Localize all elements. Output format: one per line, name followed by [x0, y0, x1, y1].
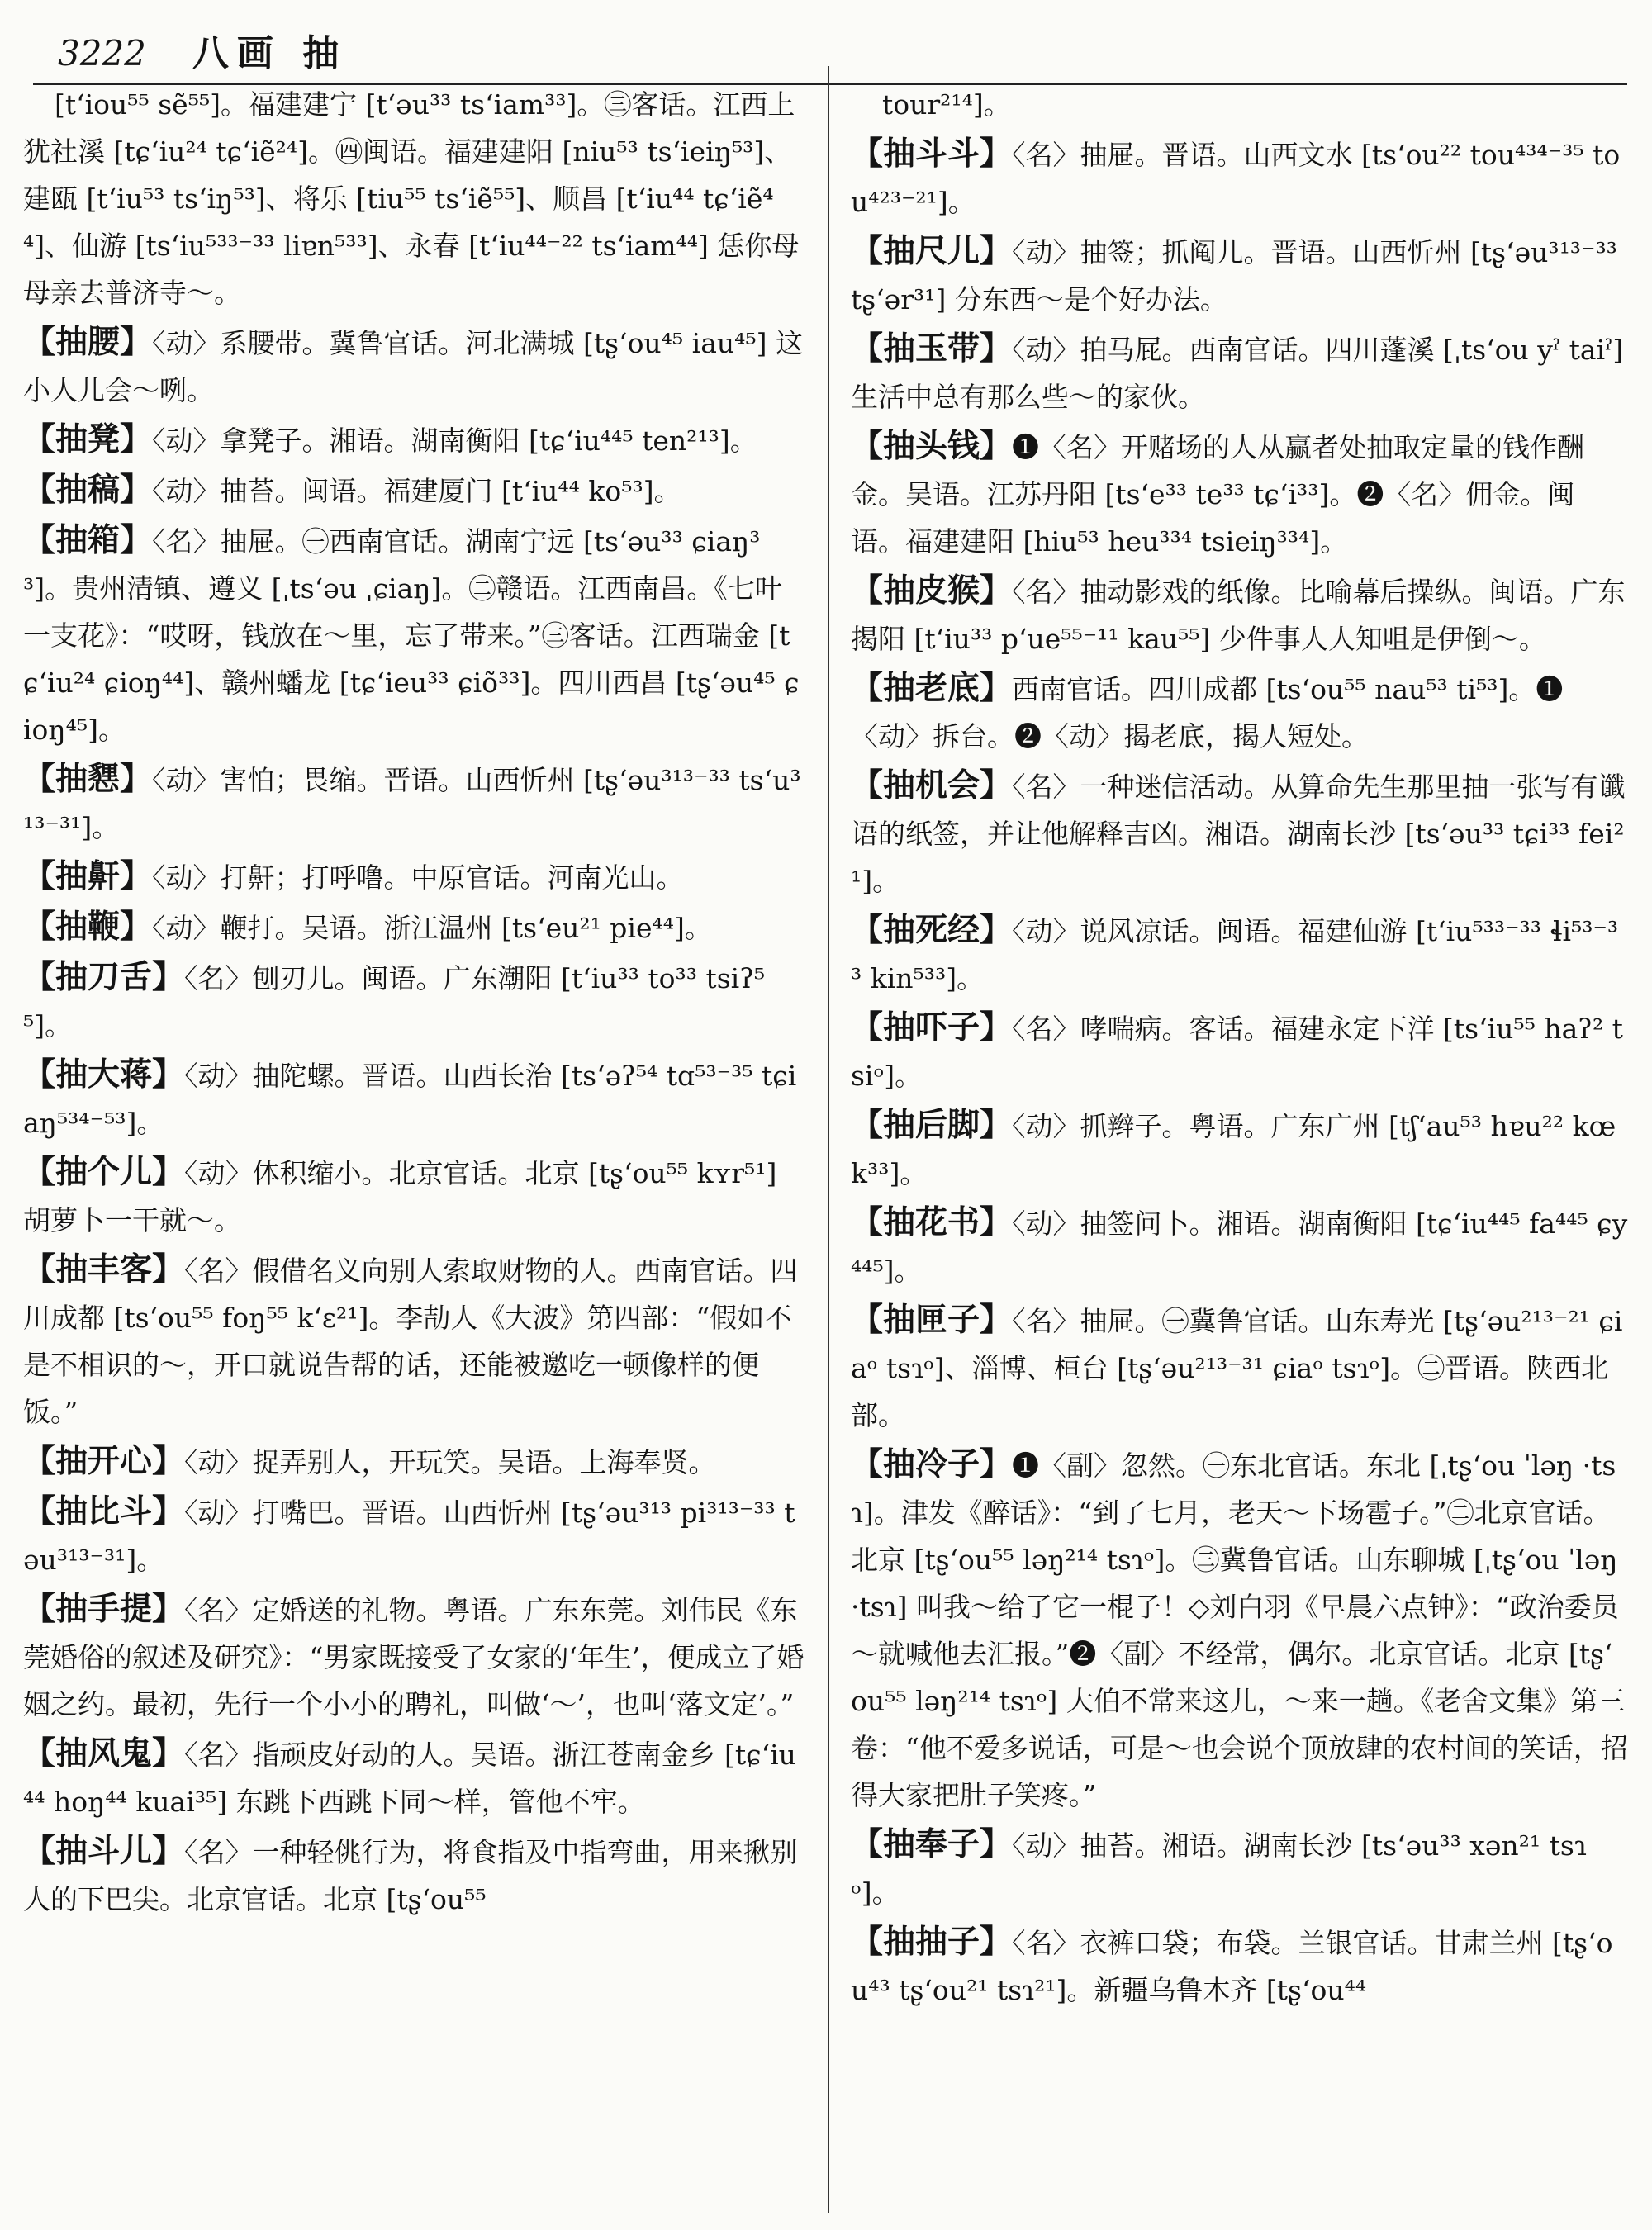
dictionary-entry: [23, 1246, 805, 1435]
entry-headword: 【抽手提】: [23, 1591, 185, 1628]
page-number: 3222: [58, 33, 146, 74]
entry-definition: 〈动〉系腰带。冀鲁官话。河北满城 [tʂʻou⁴⁵ iau⁴⁵] 这小人儿会～咧。: [23, 327, 803, 406]
entry-headword: 【抽老底】: [851, 670, 1013, 707]
entry-headword: 【抽比斗】: [23, 1493, 185, 1530]
entry-definition: 〈动〉体积缩小。北京官话。北京 [tʂʻou⁵⁵ kʏr⁵¹] 胡萝卜一干就～。: [23, 1157, 777, 1236]
dictionary-entry: [23, 517, 805, 753]
dictionary-entry: [851, 325, 1629, 420]
entry-definition: 〈动〉害怕；畏缩。晋语。山西忻州 [tʂʻəu³¹³⁻³³ tsʻu³¹³⁻³¹]。: [23, 764, 801, 843]
entry-headword: 【抽匣子】: [851, 1302, 1013, 1339]
entry-headword: 【抽玉带】: [851, 330, 1013, 368]
entry-definition: 〈动〉捉弄别人，开玩笑。吴语。上海奉贤。: [184, 1446, 716, 1478]
dictionary-entry: [851, 1821, 1629, 1916]
entry-headword: 【抽刀舌】: [23, 959, 185, 996]
entry-headword: 【抽鼾】: [23, 858, 153, 895]
left-column: [23, 81, 805, 1925]
entry-headword: 【抽冷子】: [851, 1446, 1013, 1483]
dictionary-entry: [23, 756, 805, 851]
entry-headword: 【抽后脚】: [851, 1107, 1013, 1144]
entry-definition: 〈名〉哮喘病。客话。福建永定下洋 [tsʻiu⁵⁵ haʔ² tsiᵒ]。: [851, 1013, 1623, 1092]
entry-headword: 【抽吓子】: [851, 1009, 1013, 1046]
entry-definition: 〈名〉衣裤口袋；布袋。兰银官话。甘肃兰州 [tʂʻou⁴³ tʂʻou²¹ tsɿ²¹]。新疆乌鲁木齐 [tʂʻou⁴⁴: [851, 1927, 1613, 2006]
entry-headword: 【抽凳】: [23, 421, 153, 458]
entry-definition: 〈动〉抓辫子。粤语。广东广州 [tʃʻau⁵³ hɐu²² kœk³³]。: [851, 1110, 1616, 1189]
entry-definition: 〈名〉抽屉。㊀冀鲁官话。山东寿光 [tʂʻəu²¹³⁻²¹ ɕiaᵒ tsɿᵒ]、淄博、桓台 [tʂʻəu²¹³⁻³¹ ɕiaᵒ tsɿᵒ]。㊁晋语。陕西北部。: [851, 1305, 1623, 1431]
dictionary-entry: [23, 954, 805, 1049]
entry-definition: 〈动〉打鼾；打呼噜。中原官话。河南光山。: [152, 861, 684, 894]
dictionary-entry: [23, 1730, 805, 1825]
entry-headword: 【抽头钱】: [851, 428, 1013, 465]
entry-definition: 〈动〉拿凳子。湘语。湖南衡阳 [tɕʻiu⁴⁴⁵ ten²¹³]。: [152, 425, 757, 457]
dictionary-entry: [23, 81, 805, 316]
entry-definition: 〈名〉抽动影戏的纸像。比喻幕后操纵。闽语。广东揭阳 [tʻiu³³ pʻue⁵⁵⁻¹¹ kau⁵⁵] 少件事人人知咀是伊倒～。: [851, 576, 1626, 655]
entry-definition: 〈动〉抽签；抓阄儿。晋语。山西忻州 [tʂʻəu³¹³⁻³³ tʂʻər³¹] 分东西～是个好办法。: [851, 236, 1617, 316]
entry-definition: 〈动〉抽苔。闽语。福建厦门 [tʻiu⁴⁴ ko⁵³]。: [152, 475, 681, 507]
entry-headword: 【抽开心】: [23, 1443, 185, 1480]
dictionary-entry: [851, 1199, 1629, 1294]
entry-definition: 〈名〉一种迷信活动。从算命先生那里抽一张写有谶语的纸签，并让他解释吉凶。湘语。湖南长沙 [tsʻəu³³ tɕi³³ fei²¹]。: [851, 771, 1626, 897]
dictionary-entry: [851, 81, 1629, 128]
dictionary-entry: [23, 1828, 805, 1923]
entry-headword: 【抽抽子】: [851, 1924, 1013, 1961]
dictionary-entry: [23, 904, 805, 951]
entry-headword: 【抽腰】: [23, 324, 153, 361]
entry-definition: ❶〈副〉忽然。㊀东北官话。东北 [ˌtʂʻou ˈləŋ ·tsɿ]。津发《醉话》：“到了七月，老天～下场雹子。”㊁北京官话。北京 [tʂʻou⁵⁵ ləŋ²¹⁴ tsɿᵒ]。㊂冀鲁官话。山东聊城 [ˌtʂʻou ˈləŋ ·tsɿ] 叫我～给了它一棍子！◇刘白羽《早晨六点钟》：“政治委员～就喊他去汇报。”❷〈副〉不经常，偶尔。北京官话。北京 [tʂʻou⁵⁵ ləŋ²¹⁴ tsɿᵒ] 大伯不常来这儿，～来一趟。《老舍文集》第三卷：“他不爱多说话，可是～也会说个顶放肆的农村间的笑话，招得大家把肚子笑疼。”: [851, 1450, 1628, 1811]
entry-definition: 〈名〉假借名义向别人索取财物的人。西南官话。四川成都 [tsʻou⁵⁵ foŋ⁵⁵ kʻɛ²¹]。李劼人《大波》第四部：“假如不是不相识的～，开口就说告帮的话，还能被邀吃一顿像样的便饭。”: [23, 1255, 798, 1428]
entry-definition: [tʻiou⁵⁵ sẽ⁵⁵]。福建建宁 [tʻəu³³ tsʻiam³³]。㊂客话。江西上犹社溪 [tɕʻiu²⁴ tɕʻiẽ²⁴]。㊃闽语。福建建阳 [niu⁵³ tsʻieiŋ⁵³]、建瓯 [tʻiu⁵³ tsʻiŋ⁵³]、将乐 [tiu⁵⁵ tsʻiẽ⁵⁵]、顺昌 [tʻiu⁴⁴ tɕʻiẽ⁴⁴]、仙游 [tsʻiu⁵³³⁻³³ liɐn⁵³³]、永春 [tʻiu⁴⁴⁻²² tsʻiam⁴⁴] 恁你母母亲去普济寺～。: [23, 88, 800, 309]
page-header: [58, 23, 347, 81]
dictionary-entry: [23, 416, 805, 464]
dictionary-entry: [851, 130, 1629, 225]
entry-definition: 〈名〉指顽皮好动的人。吴语。浙江苍南金乡 [tɕʻiu⁴⁴ hoŋ⁴⁴ kuai³⁵] 东跳下西跳下同～样，管他不牢。: [23, 1739, 796, 1818]
dictionary-entry: [23, 1438, 805, 1486]
entry-headword: 【抽个儿】: [23, 1154, 185, 1191]
entry-headword: 【抽皮猴】: [851, 572, 1013, 610]
entry-definition: 〈名〉一种轻佻行为，将食指及中指弯曲，用来揪别人的下巴尖。北京官话。北京 [tʂʻou⁵⁵: [23, 1836, 798, 1915]
entry-headword: 【抽箱】: [23, 522, 153, 559]
dictionary-entry: [851, 423, 1629, 565]
entry-definition: 〈名〉抽屉。晋语。山西文水 [tsʻou²² tou⁴³⁴⁻³⁵ tou⁴²³⁻²¹]。: [851, 139, 1621, 218]
entry-headword: 【抽机会】: [851, 767, 1013, 804]
dictionary-entry: [23, 319, 805, 414]
dictionary-entry: [23, 1488, 805, 1583]
entry-headword: 【抽大蒋】: [23, 1056, 185, 1094]
dictionary-entry: [23, 853, 805, 901]
entry-definition: 〈名〉抽屉。㊀西南官话。湖南宁远 [tsʻəu³³ ɕiaŋ³³]。贵州清镇、遵义 [ˌtsʻəu ˌɕiaŋ]。㊁赣语。江西南昌。《七叶一支花》：“哎呀，钱放在～里，忘了带来。”㊂客话。江西瑞金 [tɕʻiu²⁴ ɕioŋ⁴⁴]、赣州蟠龙 [tɕʻieu³³ ɕiõ³³]。四川西昌 [tʂʻəu⁴⁵ ɕioŋ⁴⁵]。: [23, 525, 800, 746]
entry-definition: 〈动〉鞭打。吴语。浙江温州 [tsʻeu²¹ pie⁴⁴]。: [152, 912, 712, 944]
entry-definition: 〈动〉抽苔。湘语。湖南长沙 [tsʻəu³³ xən²¹ tsɿᵒ]。: [851, 1829, 1587, 1909]
dictionary-entry: [851, 228, 1629, 323]
entry-definition: 〈动〉打嘴巴。晋语。山西忻州 [tʂʻəu³¹³ pi³¹³⁻³³ təu³¹³⁻³¹]。: [23, 1497, 795, 1576]
dictionary-entry: [851, 665, 1629, 760]
entry-definition: 西南官话。四川成都 [tsʻou⁵⁵ nau⁵³ ti⁵³]。❶〈动〉拆台。❷〈动〉揭老底，揭人短处。: [851, 673, 1564, 752]
entry-definition: ❶〈名〉开赌场的人从赢者处抽取定量的钱作酬金。吴语。江苏丹阳 [tsʻe³³ te³³ tɕʻi³³]。❷〈名〉佣金。闽语。福建建阳 [hiu⁵³ heu³³⁴ tsieiŋ³³⁴]。: [851, 431, 1585, 558]
dictionary-entry: [851, 1297, 1629, 1439]
entry-headword: 【抽奉子】: [851, 1826, 1013, 1863]
dictionary-entry: [851, 907, 1629, 1002]
page-title: 八画 抽: [192, 32, 348, 74]
dictionary-entry: [23, 1149, 805, 1244]
entry-headword: 【抽丰客】: [23, 1251, 185, 1288]
dictionary-entry: [851, 1004, 1629, 1099]
dictionary-entry: [851, 1919, 1629, 2014]
entry-headword: 【抽斗斗】: [851, 135, 1013, 173]
column-divider: [828, 66, 829, 2213]
dictionary-entry: [851, 1102, 1629, 1197]
entry-definition: 〈名〉刨刃儿。闽语。广东潮阳 [tʻiu³³ to³³ tsiʔ⁵⁵]。: [23, 962, 766, 1041]
entry-headword: 【抽斗儿】: [23, 1833, 185, 1870]
entry-headword: 【抽㦟】: [23, 761, 153, 798]
entry-headword: 【抽鞭】: [23, 909, 153, 946]
dictionary-entry: [851, 567, 1629, 662]
entry-headword: 【抽尺儿】: [851, 233, 1013, 270]
dictionary-entry: [23, 1051, 805, 1146]
dictionary-entry: [851, 762, 1629, 904]
entry-headword: 【抽风鬼】: [23, 1735, 185, 1772]
entry-definition: 〈名〉定婚送的礼物。粤语。广东东莞。刘伟民《东莞婚俗的叙述及研究》：“男家既接受了女家的‘年生’，便成立了婚姻之约。最初，先行一个小小的聘礼，叫做‘～’，也叫‘落文定’。”: [23, 1594, 805, 1720]
entry-headword: 【抽稿】: [23, 472, 153, 509]
entry-definition: 〈动〉抽陀螺。晋语。山西长治 [tsʻəʔ⁵⁴ tɑ⁵³⁻³⁵ tɕiaŋ⁵³⁴⁻⁵³]。: [23, 1060, 797, 1139]
right-column: [851, 81, 1629, 2016]
entry-headword: 【抽死经】: [851, 912, 1013, 949]
dictionary-entry: [23, 467, 805, 515]
entry-headword: 【抽花书】: [851, 1204, 1013, 1241]
entry-definition: tour²¹⁴]。: [882, 88, 1011, 121]
entry-definition: 〈动〉说风凉话。闽语。福建仙游 [tʻiu⁵³³⁻³³ ɬi⁵³⁻³³ kin⁵³³]。: [851, 915, 1619, 994]
entry-definition: 〈动〉抽签问卜。湘语。湖南衡阳 [tɕʻiu⁴⁴⁵ fa⁴⁴⁵ ɕy⁴⁴⁵]。: [851, 1208, 1628, 1287]
dictionary-entry: [851, 1441, 1629, 1819]
dictionary-entry: [23, 1586, 805, 1728]
entry-definition: 〈动〉拍马屁。西南官话。四川蓬溪 [ˌtsʻou yˀ taiˀ] 生活中总有那么些～的家伙。: [851, 334, 1624, 413]
